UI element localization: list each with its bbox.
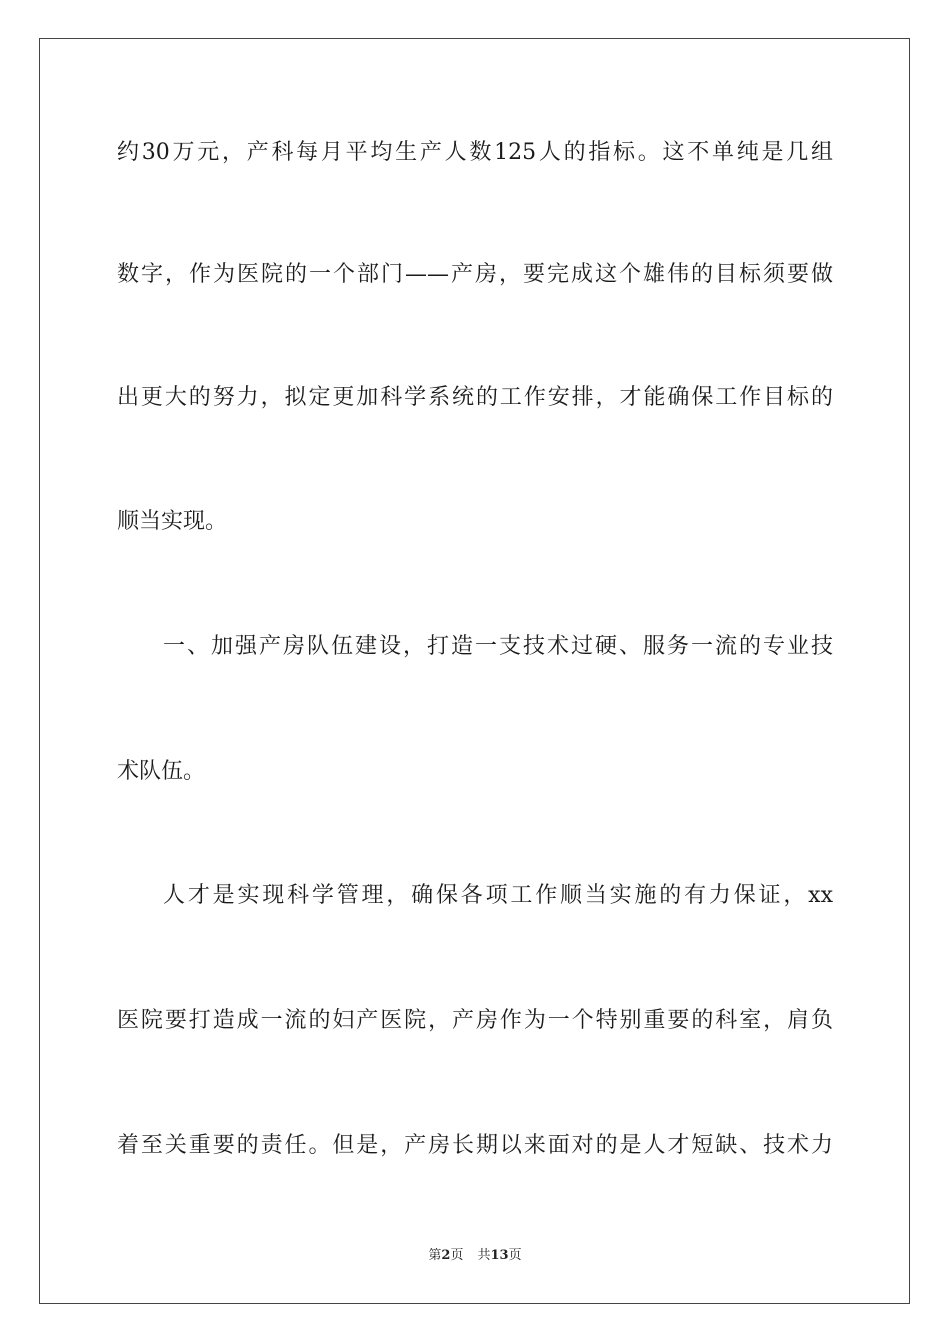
text-line-3: 出更大的努力，拟定更加科学系统的工作安排，才能确保工作目标的 xyxy=(117,385,833,410)
heading-line-1: 一、加强产房队伍建设，打造一支技术过硬、服务一流的专业技 xyxy=(163,634,833,659)
page-border xyxy=(39,38,910,1304)
text-line-7: 人才是实现科学管理，确保各项工作顺当实施的有力保证，xx xyxy=(163,883,833,908)
text-line-1: 约30万元，产科每月平均生产人数125人的指标。这不单纯是几组 xyxy=(117,140,833,165)
page-prefix: 第 xyxy=(428,1248,442,1263)
total-prefix: 共 xyxy=(477,1248,491,1263)
text-line-8: 医院要打造成一流的妇产医院，产房作为一个特别重要的科室，肩负 xyxy=(117,1008,833,1033)
page-suffix: 页 xyxy=(450,1248,464,1263)
page-number: 2 xyxy=(441,1248,451,1263)
heading-line-2: 术队伍。 xyxy=(117,759,206,784)
total-pages: 13 xyxy=(490,1248,509,1263)
text-line-9: 着至关重要的责任。但是，产房长期以来面对的是人才短缺、技术力 xyxy=(117,1133,833,1158)
text-line-2: 数字，作为医院的一个部门——产房，要完成这个雄伟的目标须要做 xyxy=(117,262,833,287)
text-line-4: 顺当实现。 xyxy=(117,509,228,534)
total-suffix: 页 xyxy=(508,1248,522,1263)
page-footer xyxy=(0,1247,950,1265)
